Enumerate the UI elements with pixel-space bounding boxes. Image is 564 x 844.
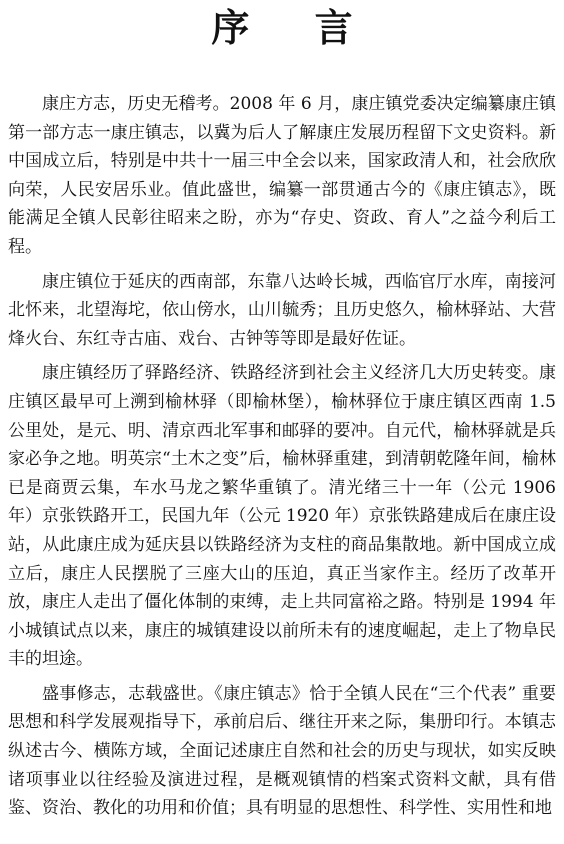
page-title: 序 言: [211, 6, 379, 50]
body-text: [8, 90, 556, 829]
paragraph-2: 康庄镇位于延庆的西南部，东靠八达岭长城，西临官厅水库，南接河北怀来，北望海坨，依山傍水，山川毓秀；且历史悠久，榆林驿站、大营烽火台、东红寺古庙、戏台、古钟等等即是最好佐证。: [8, 271, 556, 349]
paragraph-3: 康庄镇经历了驿路经济、铁路经济到社会主义经济几大历史转变。康庄镇区最早可上溯到榆林驿（即榆林堡），榆林驿位于康庄镇区西南 1.5 公里处，是元、明、清京西北军事和邮驿的要冲。自元代，榆林驿就是兵家必争之地。明英宗“土木之变”后，榆林驿重建，到清朝乾隆年间，榆林已是商贾云集，车水马龙之繁华重镇了。清光绪三十一年（公元 1906 年）京张铁路开工，民国九年（公元 1920 年）京张铁路建成后在康庄设站，从此康庄成为延庆县以铁路经济为支柱的商品集散地。新中国成立成立后，康庄人民摆脱了三座大山的压迫，真正当家作主。经历了改革开放，康庄人走出了僵化体制的束缚，走上共同富裕之路。特别是 1994 年小城镇试点以来，康庄的城镇建设以前所未有的速度崛起，走上了物阜民丰的坦途。: [8, 363, 556, 670]
paragraph-4: 盛事修志，志载盛世。《康庄镇志》恰于全镇人民在“三个代表” 重要思想和科学发展观指导下，承前启后、继往开来之际，集册印行。本镇志纵述古今、横陈方域，全面记述康庄自然和社会的历史与现状，如实反映诸项事业以往经验及演进过程，是概观镇情的档案式资料文献，具有借鉴、资治、教化的功用和价值；具有明显的思想性、科学性、实用性和地: [8, 683, 556, 819]
paragraph-1: 康庄方志，历史无稽考。2008 年 6 月，康庄镇党委决定编纂康庄镇第一部方志一康庄镇志，以冀为后人了解康庄发展历程留下文史资料。新中国成立后，特别是中共十一届三中全会以来，国家政清人和，社会欣欣向荣，人民安居乐业。值此盛世，编纂一部贯通古今的《康庄镇志》，既能满足全镇人民彰往昭来之盼，亦为“存史、资政、育人”之益今利后工程。: [8, 94, 556, 257]
